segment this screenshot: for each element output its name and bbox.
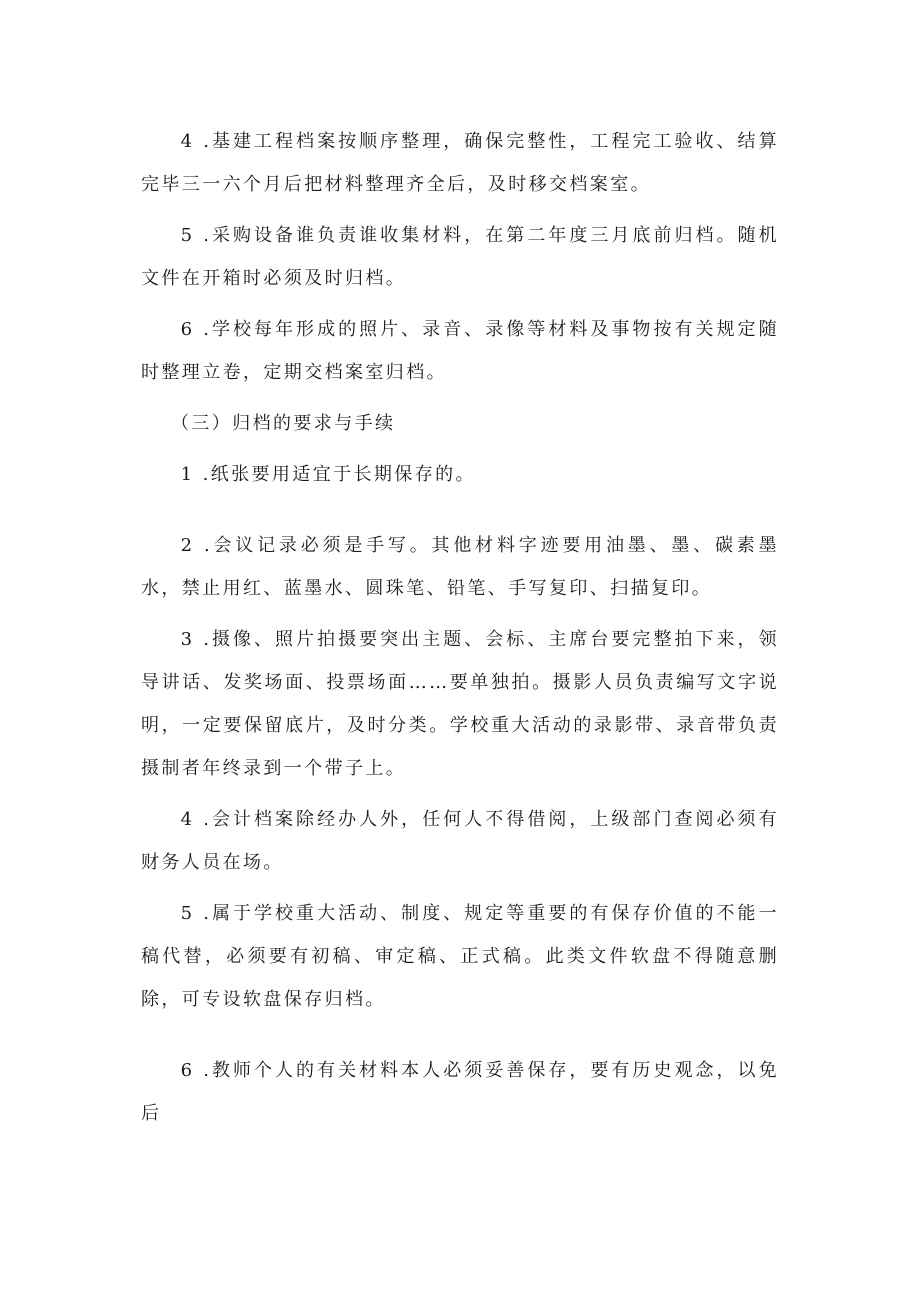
paragraph-item-5: 5 .采购设备谁负责谁收集材料，在第二年度三月底前归档。随机文件在开箱时必须及时归档。 xyxy=(141,225,779,289)
paragraph-item-6: 6 .学校每年形成的照片、录音、录像等材料及事物按有关规定随时整理立卷，定期交档案室归档。 xyxy=(141,319,779,383)
paragraph-item-4: 4 .基建工程档案按顺序整理，确保完整性，工程完工验收、结算完毕三一六个月后把材料整理齐全后，及时移交档案室。 xyxy=(141,131,779,195)
requirement-item-2: 2 .会议记录必须是手写。其他材料字迹要用油墨、墨、碳素墨水，禁止用红、蓝墨水、圆珠笔、铅笔、手写复印、扫描复印。 xyxy=(141,535,779,599)
requirement-item-3: 3 .摄像、照片拍摄要突出主题、会标、主席台要完整拍下来，领导讲话、发奖场面、投票场面……要单独拍。摄影人员负责编写文字说明，一定要保留底片，及时分类。学校重大活动的录影带、录音带负责摄制者年终录到一个带子上。 xyxy=(141,629,779,779)
requirement-item-1: 1 .纸张要用适宜于长期保存的。 xyxy=(180,464,476,485)
requirement-item-5: 5 .属于学校重大活动、制度、规定等重要的有保存价值的不能一稿代替，必须要有初稿、审定稿、正式稿。此类文件软盘不得随意删除，可专设软盘保存归档。 xyxy=(141,903,779,1010)
requirement-item-6: 6 .教师个人的有关材料本人必须妥善保存，要有历史观念，以免后 xyxy=(141,1060,779,1124)
section-heading: （三）归档的要求与手续 xyxy=(171,413,396,434)
requirement-item-4: 4 .会计档案除经办人外，任何人不得借阅，上级部门查阅必须有财务人员在场。 xyxy=(141,809,779,873)
